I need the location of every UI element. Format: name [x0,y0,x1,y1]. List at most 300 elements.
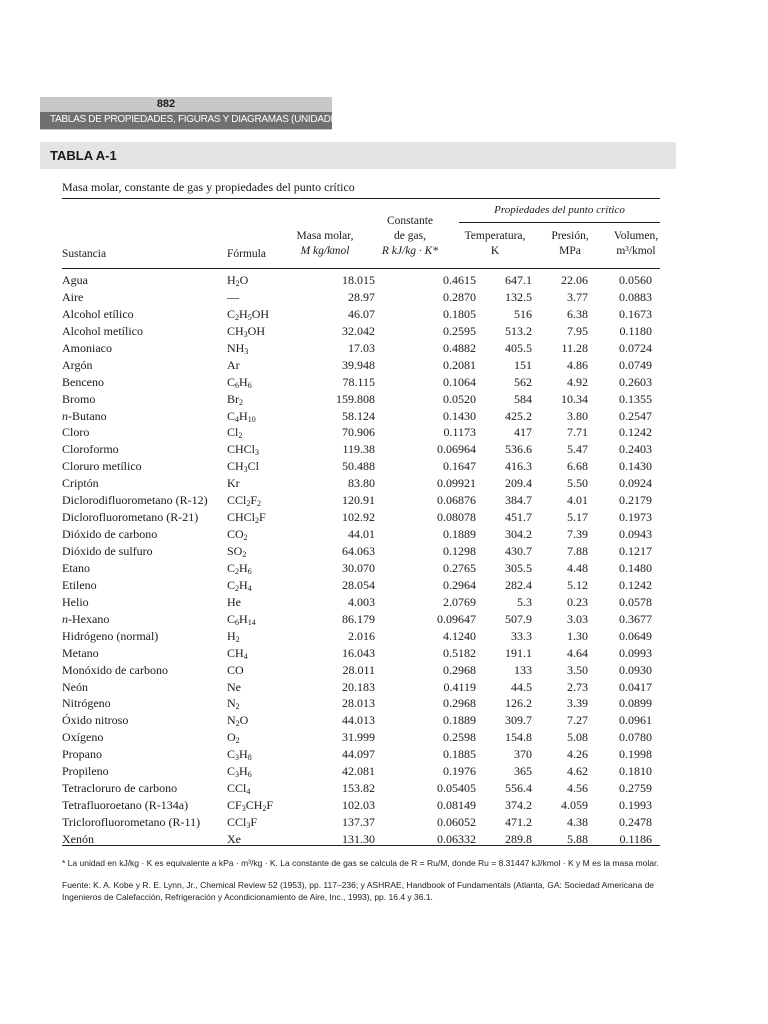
critical-temperature: 151 [514,357,532,372]
chemical-formula [227,577,252,594]
chemical-formula [227,323,265,340]
critical-pressure: 3.77 [567,289,588,304]
substance-name: Xenón [62,831,94,846]
critical-temperature: 289.8 [505,831,532,846]
critical-temperature: 425.2 [505,408,532,423]
substance-name: Nitrógeno [62,696,111,711]
page-header [40,97,358,130]
table-row [62,509,662,526]
formula-part: O [239,273,249,287]
chemical-formula [227,628,240,645]
molar-mass: 102.03 [342,798,375,813]
formula-part: H [239,408,248,423]
critical-pressure: 4.62 [567,764,588,779]
critical-pressure: 4.01 [567,493,588,508]
molar-mass: 32.042 [342,323,375,338]
formula-part: CHCl [227,442,256,457]
chemical-formula [227,492,261,509]
chemical-formula [227,729,240,746]
molar-mass: 120.91 [342,493,375,508]
formula-part: CCl [227,493,247,508]
substance-name: Bromo [62,391,96,406]
substance-name: Propileno [62,764,109,779]
group-header-critical: Propiedades del punto crítico [494,204,625,216]
formula-part: Ar [227,357,240,372]
formula-subscript: 8 [247,753,252,763]
gas-constant: 0.4615 [443,273,476,287]
formula-part: CH [245,798,263,813]
formula-part: Cl [227,425,239,440]
formula-subscript: 2 [235,719,240,729]
gas-constant: 0.2968 [443,696,476,711]
formula-part: N [227,696,236,711]
critical-pressure: 6.68 [567,459,588,474]
critical-temperature: 374.2 [505,798,532,813]
critical-volume: 0.1480 [619,560,652,575]
col-header-pressure [540,229,600,259]
formula-subscript: 3 [241,804,246,814]
critical-pressure: 4.26 [567,747,588,762]
critical-pressure: 5.50 [567,476,588,491]
formula-subscript: 2 [242,550,247,559]
critical-temperature: 154.8 [505,730,532,745]
critical-temperature: 5.3 [517,594,532,609]
molar-mass: 28.97 [348,289,375,304]
formula-part: NH [227,340,245,355]
table-row [62,374,662,391]
critical-pressure: 5.47 [567,442,588,457]
formula-subscript: 2 [243,533,248,543]
substance-name: Benceno [62,374,104,389]
table-row [62,814,662,831]
critical-temperature: 584 [514,391,532,406]
molar-mass: 28.011 [342,662,375,677]
critical-temperature: 384.7 [505,493,532,508]
table-row [62,272,662,289]
substance-name: Metano [62,645,99,660]
critical-volume: 0.0417 [619,679,652,694]
critical-volume: 0.0578 [619,594,652,609]
gas-constant: 0.0520 [443,391,476,406]
substance-name: n-Hexano [62,611,110,626]
critical-temperature: 304.2 [505,527,532,542]
col-header-gas-constant-line3: R kJ/kg · K* [381,245,439,257]
table-title-band [40,142,676,169]
critical-pressure: 5.17 [567,510,588,525]
formula-part: CHCl [227,510,256,525]
table-title: TABLA A-1 [50,148,117,163]
table-row [62,492,662,509]
formula-part: C [227,306,236,321]
critical-temperature: 44.5 [511,679,532,694]
gas-constant: 0.2765 [443,560,476,575]
formula-part: H [239,611,248,626]
group-header-rule [459,222,660,223]
chemical-formula [227,611,256,628]
critical-volume: 0.3677 [619,611,652,626]
critical-pressure: 3.03 [567,611,588,626]
gas-constant: 0.06964 [437,442,476,457]
table-row [62,543,662,560]
critical-volume: 0.1993 [619,798,652,813]
critical-pressure: 7.39 [567,527,588,542]
critical-temperature: 451.7 [505,510,532,525]
substance-name: Oxígeno [62,730,104,745]
chemical-formula [227,289,239,306]
formula-part: CO [227,662,244,677]
table-row [62,662,662,679]
gas-constant: 0.1064 [443,374,476,389]
col-header-volume [604,229,668,259]
critical-volume: 0.1242 [619,577,652,592]
formula-part: C [227,374,236,389]
critical-volume: 0.2179 [619,493,652,508]
col-header-volume-line2: m³/kmol [616,245,656,257]
formula-part: H [239,306,248,321]
chemical-formula [227,712,248,729]
formula-part: O [227,730,236,745]
gas-constant: 0.1173 [443,425,476,440]
col-header-gas-constant-line1: Constante [387,215,433,227]
molar-mass: 58.124 [342,408,375,423]
molar-mass: 28.054 [342,577,375,592]
substance-name: Tetracloruro de carbono [62,781,178,796]
critical-pressure: 5.08 [567,730,588,745]
formula-part: Xe [227,831,241,846]
chemical-formula [227,408,256,425]
gas-constant: 0.2964 [443,577,476,592]
formula-subscript: 2 [235,279,240,288]
critical-pressure: 5.88 [567,831,588,846]
formula-part: Cl [247,459,260,474]
table-header-rule [62,268,660,269]
critical-volume: 0.2603 [619,374,652,389]
formula-part: C [227,560,236,575]
critical-temperature: 556.4 [505,781,532,796]
molar-mass: 83.80 [348,476,375,491]
formula-part: He [227,594,241,609]
critical-pressure: 4.86 [567,357,588,372]
critical-temperature: 209.4 [505,476,532,491]
formula-part: O [239,713,249,728]
table-row [62,475,662,492]
critical-temperature: 132.5 [505,289,532,304]
gas-constant: 0.2598 [443,730,476,745]
gas-constant: 0.1430 [443,408,476,423]
table-footnote: * La unidad en kJ/kg · K es equivalente a kPa · m³/kg · K. La constante de gas se calcula de R = Ru/M, donde Ru = 8.31447 kJ/kmol · K y M es la masa molar. [62,858,659,868]
critical-volume: 0.1673 [619,306,652,321]
table-row [62,577,662,594]
critical-volume: 0.1186 [619,831,652,846]
formula-part: F [250,493,258,508]
formula-subscript: 2 [235,312,240,322]
critical-temperature: 133 [514,662,532,677]
critical-volume: 0.1430 [619,459,652,474]
formula-part: Kr [227,476,240,491]
substance-name: Agua [62,273,88,287]
substance-name: Diclorofluorometano (R-21) [62,510,199,525]
formula-subscript: 2 [235,702,240,712]
gas-constant: 0.1647 [443,459,476,474]
substance-name: Amoniaco [62,340,112,355]
critical-volume: 0.1973 [619,510,652,525]
section-header-band [40,112,358,129]
table-row [62,340,662,357]
table-row [62,763,662,780]
critical-volume: 0.0883 [619,289,652,304]
formula-part: F [250,815,258,829]
formula-part: CCl [227,815,247,829]
formula-part: CO [227,527,244,542]
gas-constant: 0.06332 [437,831,476,846]
critical-pressure: 7.27 [567,713,588,728]
gas-constant: 0.1889 [443,527,476,542]
critical-volume: 0.1810 [619,764,652,779]
chemical-formula [227,509,266,526]
gas-constant: 0.2870 [443,289,476,304]
table-row [62,391,662,408]
molar-mass: 50.488 [342,459,375,474]
critical-volume: 0.2547 [619,408,652,423]
chemical-formula [227,424,242,441]
critical-temperature: 405.5 [505,340,532,355]
table-row [62,424,662,441]
critical-pressure: 22.06 [561,273,588,287]
page-number: 882 [156,98,176,110]
molar-mass: 39.948 [342,357,375,372]
chemical-formula [227,458,259,475]
gas-constant: 0.4119 [443,679,476,694]
formula-part: SO [227,544,243,558]
formula-subscript: 14 [247,617,256,627]
critical-pressure: 10.34 [561,391,588,406]
formula-part: CH [227,323,244,338]
formula-part: C [227,577,236,592]
critical-pressure: 3.39 [567,696,588,711]
chemical-formula [227,594,241,611]
critical-volume: 0.2478 [619,815,652,829]
formula-subscript: 3 [255,448,260,458]
gas-constant: 0.2081 [443,357,476,372]
chemical-formula [227,746,252,763]
substance-name: Cloro [62,425,90,440]
molar-mass: 137.37 [342,815,375,829]
table-bottom-rule [62,845,660,846]
gas-constant: 0.1889 [443,713,476,728]
chemical-formula [227,662,244,679]
table-row [62,458,662,475]
critical-temperature: 305.5 [505,560,532,575]
critical-volume: 0.0943 [619,527,652,542]
col-header-temperature-line1: Temperatura, [464,230,526,242]
formula-part: H [239,764,248,779]
formula-subscript: 2 [235,583,240,593]
critical-volume: 0.0780 [619,730,652,745]
formula-subscript: 6 [247,566,252,576]
formula-subscript: 4 [246,787,251,797]
critical-pressure: 4.92 [567,374,588,389]
formula-subscript: 3 [246,821,251,830]
substance-name: Monóxido de carbono [62,662,168,677]
molar-mass: 42.081 [342,764,375,779]
formula-subscript: 6 [247,770,252,780]
critical-volume: 0.0930 [619,662,652,677]
molar-mass: 28.013 [342,696,375,711]
critical-volume: 0.1180 [619,323,652,338]
substance-name: Hidrógeno (normal) [62,628,159,643]
critical-pressure: 5.12 [567,577,588,592]
table-row [62,645,662,662]
critical-pressure: 3.80 [567,408,588,423]
formula-part: H [239,747,248,762]
col-header-pressure-line2: MPa [559,245,581,257]
substance-name: Alcohol metílico [62,323,143,338]
critical-pressure: 1.30 [567,628,588,643]
critical-volume: 0.0724 [619,340,652,355]
formula-subscript: 6 [247,380,252,390]
critical-temperature: 191.1 [505,645,532,660]
table-row [62,408,662,425]
critical-temperature: 282.4 [505,577,532,592]
substance-name: Tetrafluoroetano (R-134a) [62,798,189,813]
table-row [62,357,662,374]
gas-constant: 0.5182 [443,645,476,660]
substance-name: Aire [62,289,84,304]
molar-mass: 44.097 [342,747,375,762]
gas-constant: 0.09921 [437,476,476,491]
chemical-formula [227,560,252,577]
critical-temperature: 430.7 [505,544,532,558]
formula-subscript: 2 [235,566,240,576]
formula-part: CCl [227,781,247,796]
col-header-molar-mass-line2: M kg/kmol [300,245,350,257]
critical-volume: 0.0899 [619,696,652,711]
table-body [62,272,662,848]
col-header-temperature [458,229,532,259]
formula-part: C [227,747,236,762]
critical-pressure: 4.56 [567,781,588,796]
formula-subscript: 10 [247,414,256,424]
formula-part: CF [227,798,242,813]
molar-mass: 102.92 [342,510,375,525]
critical-temperature: 507.9 [505,611,532,626]
critical-temperature: 647.1 [505,273,532,287]
critical-pressure: 3.50 [567,662,588,677]
critical-pressure: 6.38 [567,306,588,321]
critical-volume: 0.1242 [619,425,652,440]
col-header-formula: Fórmula [227,248,266,260]
gas-constant: 0.2595 [443,323,476,338]
col-header-molar-mass [290,229,360,259]
gas-constant: 0.08149 [437,798,476,813]
chemical-formula [227,340,248,357]
critical-volume: 0.0961 [619,713,652,728]
formula-subscript: 6 [235,617,240,627]
molar-mass: 64.063 [342,544,375,558]
substance-name: Neón [62,679,88,694]
gas-constant: 0.06052 [437,815,476,829]
critical-volume: 0.0649 [619,628,652,643]
chemical-formula [227,374,252,391]
formula-subscript: 6 [235,380,240,390]
formula-part: F [259,510,266,525]
critical-temperature: 562 [514,374,532,389]
gas-constant: 0.2968 [443,662,476,677]
substance-name: Diclorodifluorometano (R-12) [62,493,208,508]
substance-name: Cloruro metílico [62,459,142,474]
critical-temperature: 417 [514,425,532,440]
formula-subscript: 3 [244,346,249,356]
molar-mass: 70.906 [342,425,375,440]
formula-part: H [227,628,236,643]
critical-volume: 0.0560 [619,273,652,287]
chemical-formula [227,797,273,814]
molar-mass: 78.115 [342,374,375,389]
table-row [62,289,662,306]
critical-temperature: 536.6 [505,442,532,457]
gas-constant: 0.1976 [443,764,476,779]
molar-mass: 44.013 [342,713,375,728]
formula-part: F [266,798,274,813]
critical-pressure: 4.48 [567,560,588,575]
table-top-rule [62,198,660,199]
formula-part: C [227,611,236,626]
table-row [62,594,662,611]
molar-mass: 4.003 [348,594,375,609]
formula-subscript: 2 [238,431,243,441]
substance-name: Propano [62,747,102,762]
molar-mass: 16.043 [342,645,375,660]
col-header-pressure-line1: Presión, [551,230,589,242]
table-row [62,712,662,729]
chemical-formula [227,526,248,543]
substance-name: n-Butano [62,408,107,423]
gas-constant: 0.05405 [437,781,476,796]
formula-part: Br [227,391,239,406]
substance-name: Dióxido de carbono [62,527,158,542]
formula-part: H [239,374,248,389]
chemical-formula [227,645,248,662]
substance-name: Óxido nitroso [62,713,129,728]
molar-mass: 20.183 [342,679,375,694]
formula-part: N [227,713,236,728]
chemical-formula [227,391,243,408]
table-row [62,797,662,814]
table-row [62,441,662,458]
molar-mass: 119.38 [342,442,375,457]
formula-subscript: 3 [243,329,248,339]
col-header-volume-line1: Volumen, [613,230,659,242]
chemical-formula [227,543,246,560]
molar-mass: 153.82 [342,781,375,796]
critical-volume: 0.0924 [619,476,652,491]
chemical-formula [227,814,257,831]
substance-name: Etileno [62,577,97,592]
critical-pressure: 2.73 [567,679,588,694]
formula-subscript: 4 [235,414,240,424]
formula-part: H [239,560,248,575]
gas-constant: 0.1885 [443,747,476,762]
table-row [62,679,662,696]
formula-subscript: 2 [262,804,267,814]
formula-part: H [227,273,236,287]
critical-temperature: 365 [514,764,532,779]
chemical-formula [227,306,269,323]
critical-pressure: 4.059 [561,798,588,813]
formula-part: OH [247,323,266,338]
formula-subscript: 4 [243,651,248,661]
table-row [62,780,662,797]
